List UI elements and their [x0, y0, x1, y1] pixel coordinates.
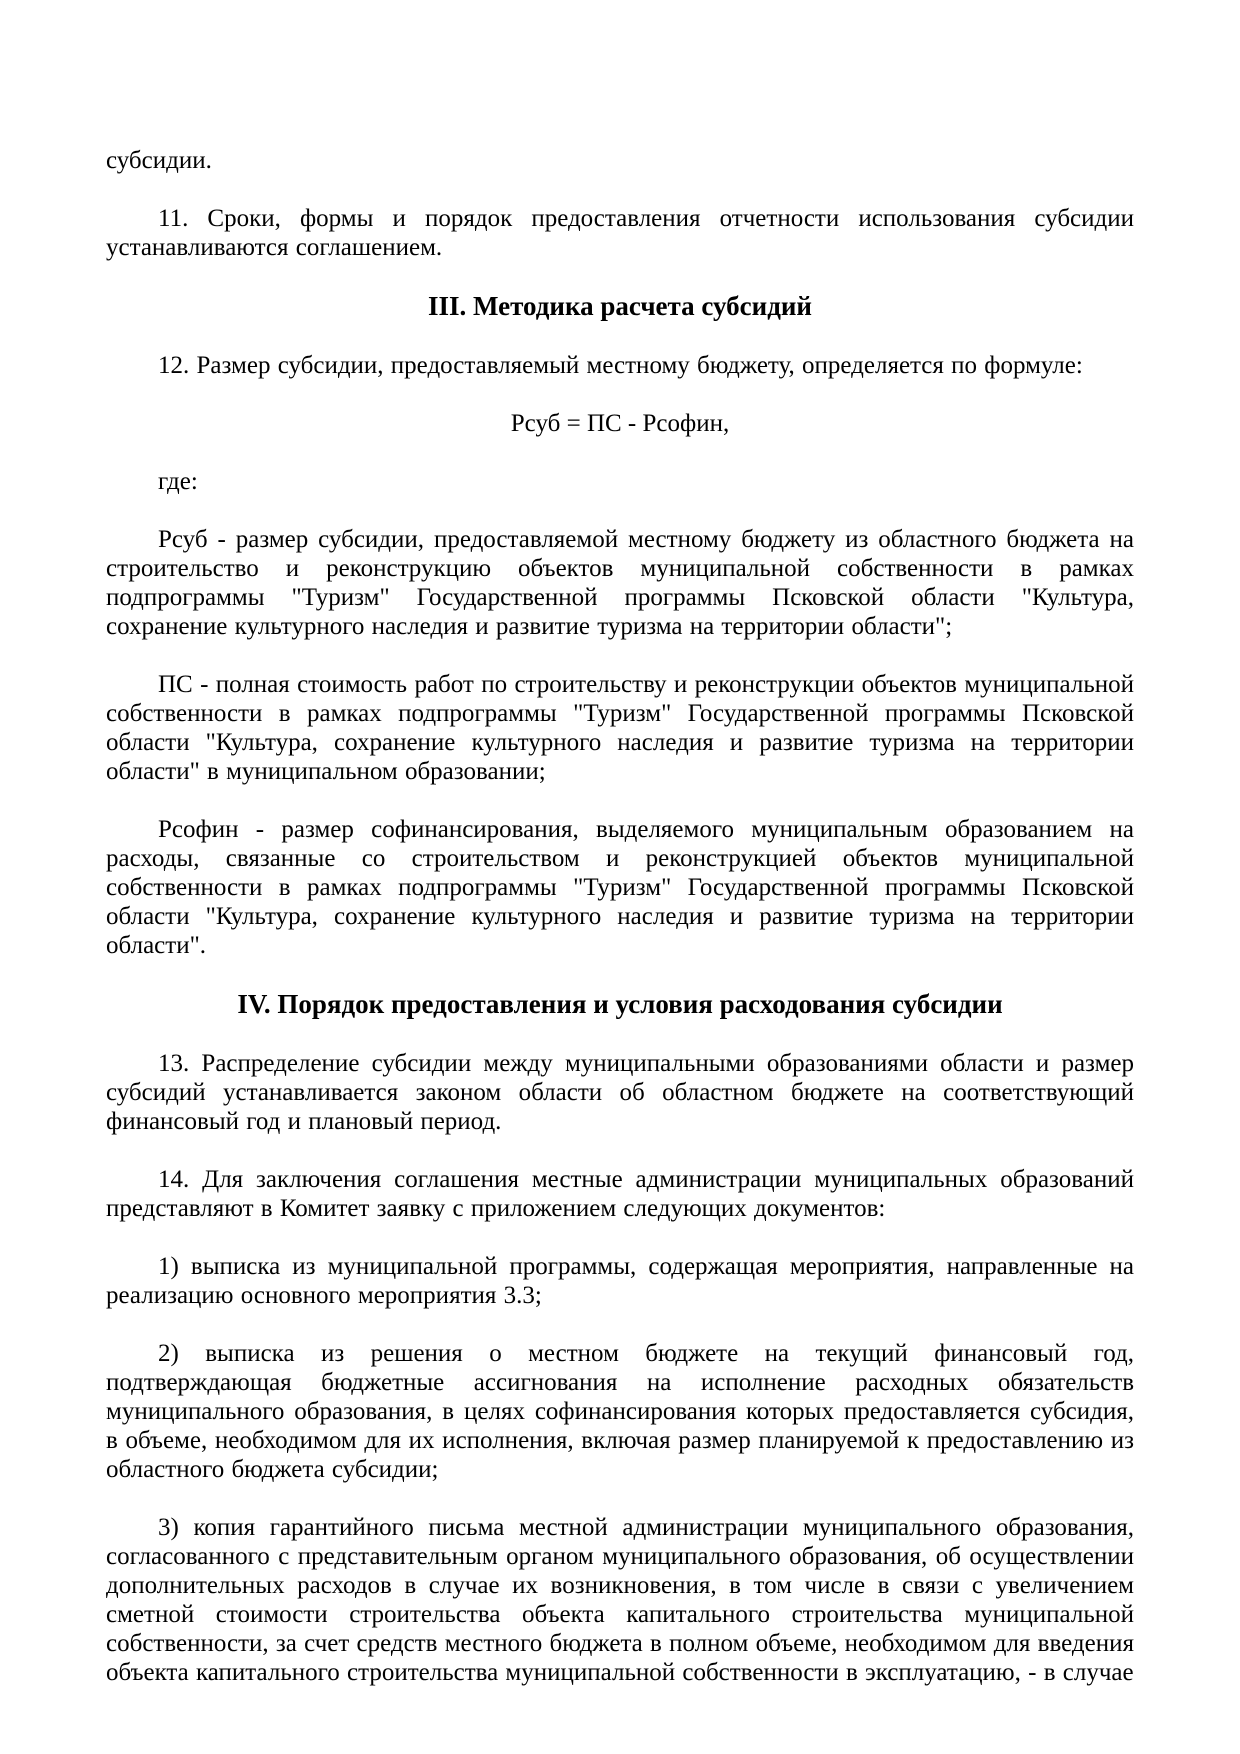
- paragraph-item-11: 11. Сроки, формы и порядок предоставления отчетности использования субсидии устанавливаются соглашением.: [106, 205, 1134, 261]
- paragraph-item-13: 13. Распределение субсидии между муниципальными образованиями области и размер субсидий устанавливается законом области об областном бюджете на соответствующий финансовый год и плановый период.: [106, 1050, 1134, 1135]
- definition-ps: ПС - полная стоимость работ по строительству и реконструкции объектов муниципальной собственности в рамках подпрограммы "Туризм" Государственной программы Псковской области "Культура, сохранение культурного наследия и развитие туризма на территории области" в муниципальном образовании;: [106, 671, 1134, 785]
- list-item-2: 2) выписка из решения о местном бюджете на текущий финансовый год, подтверждающая бюджетные ассигнования на исполнение расходных обязательств муниципального образования, в целях софинансирования которых предоставляется субсидия, в объеме, необходимом для их исполнения, включая размер планируемой к предоставлению из областного бюджета субсидии;: [106, 1340, 1134, 1483]
- list-item-1: 1) выписка из муниципальной программы, содержащая мероприятия, направленные на реализацию основного мероприятия 3.3;: [106, 1253, 1134, 1309]
- paragraph-item-12: 12. Размер субсидии, предоставляемый местному бюджету, определяется по формуле:: [158, 352, 1083, 379]
- list-item-3: 3) копия гарантийного письма местной администрации муниципального образования, согласованного с представительным органом муниципального образования, об осуществлении дополнительных расходов в случае их возникновения, в том числе в связи с увеличением сметной стоимости строительства объекта капитального строительства муниципальной собственности, за счет средств местного бюджета в полном объеме, необходимом для введения объекта капитального строительства муниципальной собственности в эксплуатацию, - в случае: [106, 1514, 1134, 1686]
- section-heading-iv: IV. Порядок предоставления и условия расходования субсидии: [237, 989, 1003, 1019]
- definition-rsub: Рсуб - размер субсидии, предоставляемой местному бюджету из областного бюджета на строительство и реконструкцию объектов муниципальной собственности в рамках подпрограммы "Туризм" Государственной программы Псковской области "Культура, сохранение культурного наследия и развитие туризма на территории области";: [106, 526, 1134, 640]
- paragraph-where: где:: [158, 468, 198, 495]
- paragraph-continuation: субсидии.: [106, 147, 212, 174]
- subsidy-formula: Рсуб = ПС - Рсофин,: [510, 410, 730, 437]
- section-heading-iii: III. Методика расчета субсидий: [428, 291, 812, 321]
- definition-rsofin: Рсофин - размер софинансирования, выделяемого муниципальным образованием на расходы, связанные со строительством и реконструкцией объектов муниципальной собственности в рамках подпрограммы "Туризм" Государственной программы Псковской области "Культура, сохранение культурного наследия и развитие туризма на территории области".: [106, 816, 1134, 959]
- paragraph-item-14: 14. Для заключения соглашения местные администрации муниципальных образований представляют в Комитет заявку с приложением следующих документов:: [106, 1166, 1134, 1222]
